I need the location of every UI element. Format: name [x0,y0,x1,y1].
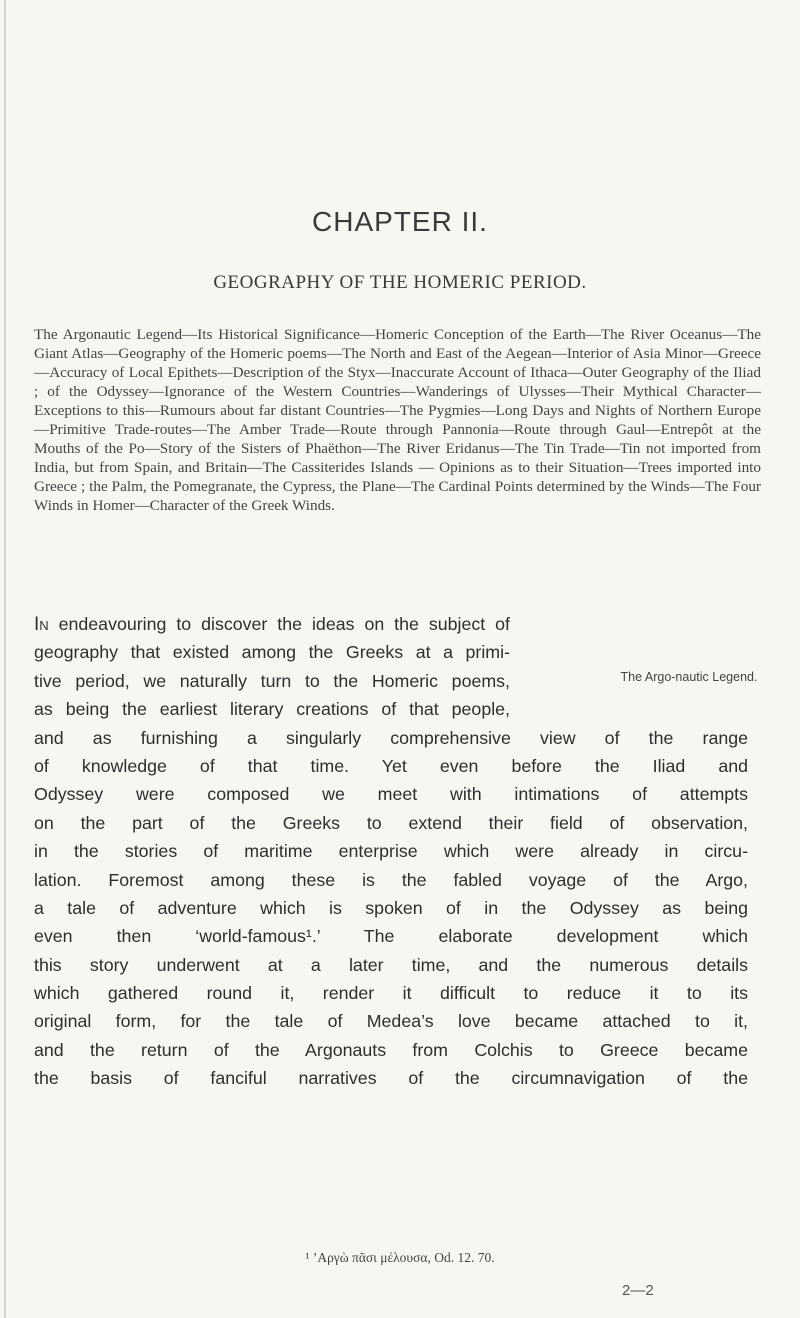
body-line: which gathered round it, render it difficult to reduce it to its [34,983,748,1004]
body-line: on the part of the Greeks to extend their field of observation, [34,812,748,833]
body-line: In endeavouring to discover the ideas on the subject of [34,614,510,635]
body-line: tive period, we naturally turn to the Homeric poems, [34,670,510,691]
body-line: Odyssey were composed we meet with intimations of attempts [34,784,748,805]
body-line: a tale of adventure which is spoken of in the Odyssey as being [34,897,748,918]
body-line: original form, for the tale of Medea’s love became attached to it, [34,1011,748,1032]
body-line: and as furnishing a singularly comprehensive view of the range [34,727,748,748]
footnote: ¹ ’Αργὼ πᾶσι μέλουσα, Od. 12. 70. [305,1250,495,1265]
chapter-heading: CHAPTER II. [312,206,488,237]
body-line: this story underwent at a later time, and the numerous details [34,954,748,975]
body-line: even then ‘world-famous¹.’ The elaborate development which [34,926,748,947]
body-line: the basis of fanciful narratives of the circumnavigation of the [34,1068,748,1089]
body-line: lation. Foremost among these is the fabled voyage of the Argo, [34,869,748,890]
body-line: and the return of the Argonauts from Colchis to Greece became [34,1039,748,1060]
body-line: geography that existed among the Greeks at a primi- [34,642,510,663]
initial-word: In [34,614,49,635]
body-line: of knowledge of that time. Yet even before the Iliad and [34,755,748,776]
signature-mark: 2—2 [622,1282,654,1299]
chapter-summary: The Argonautic Legend—Its Historical Significance—Homeric Conception of the Earth—The River Oceanus—The Giant Atlas—Geography of the Homeric poems—The North and East of the Aegean—Interior of Asia Minor—Greece—Accuracy of Local Epithets—Description of the Styx—Inaccurate Account of Ithaca—Outer Geography of the Iliad ; of the Odyssey—Ignorance of the Western Countries—Wanderings of Ulysses—Their Mythical Character—Exceptions to this—Rumours about far distant Countries—The Pygmies—Long Days and Nights of Northern Europe—Primitive Trade-routes—The Amber Trade—Route through Pannonia—Route through Gaul—Entrepôt at the Mouths of the Po—Story of the Sisters of Phaëthon—The River Eridanus—The Tin Trade—Tin not imported from India, but from Spain, and Britain—The Cassiterides Islands — Opinions as to their Situation—Trees imported into Greece ; the Palm, the Pomegranate, the Cypress, the Plane—The Cardinal Points determined by the Winds—The Four Winds in Homer—Character of the Greek Winds. [34,326,761,514]
chapter-title: GEOGRAPHY OF THE HOMERIC PERIOD. [213,272,587,293]
body-line: in the stories of maritime enterprise which were already in circu- [34,841,748,862]
body-line: as being the earliest literary creations of that people, [34,699,510,720]
margin-note: The Argo-nautic Legend. [620,670,758,684]
